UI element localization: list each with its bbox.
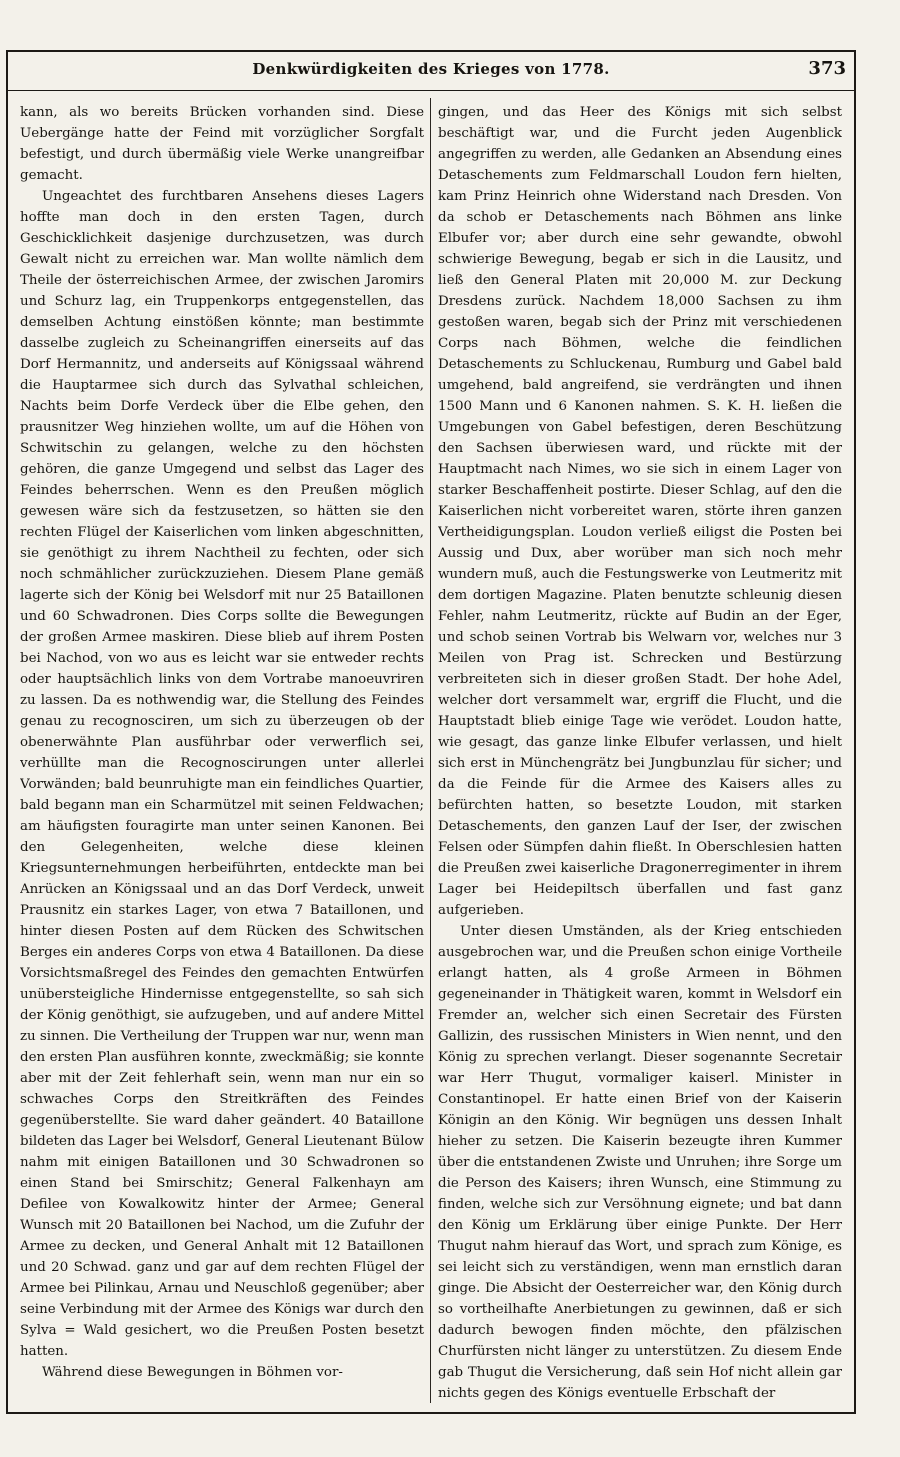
column-divider	[430, 98, 431, 1403]
running-title: Denkwürdigkeiten des Krieges von 1778.	[252, 60, 610, 78]
paragraph: Ungeachtet des furchtbaren Ansehens dieses Lagers hoffte man doch in den ersten Tagen, durch Geschicklichkeit dasjenige durchzusetzen, was durch Gewalt nicht zu erreichen war. Man wollte nämlich dem Theile der österreichischen Armee, der zwischen Jaromirs und Schurz lag, ein Truppenkorps entgegenstellen, das demselben Achtung einstößen könnte; man bestimmte dasselbe zugleich zu Scheinangriffen einerseits auf das Dorf Hermannitz, und anderseits auf Königssaal während die Hauptarmee sich durch das Sylvathal schleichen, Nachts beim Dorfe Verdeck über die Elbe gehen, den prausnitzer Weg hinziehen wollte, um auf die Höhen von Schwitschin zu gelangen, welche zu den höchsten gehören, die ganze Umgegend und selbst das Lager des Feindes beherrschen. Wenn es den Preußen möglich gewesen wäre sich da festzusetzen, so hätten sie den rechten Flügel der Kaiserlichen vom linken abgeschnitten, sie genöthigt zu ihrem Nachtheil zu fechten, oder sich noch schmählicher zurückzuziehen. Diesem Plane gemäß lagerte sich der König bei Welsdorf mit nur 25 Bataillonen und 60 Schwadronen. Dies Corps sollte die Bewegungen der großen Armee maskiren. Diese blieb auf ihrem Posten bei Nachod, von wo aus es leicht war sie entweder rechts oder hauptsächlich links von dem Vortrabe manoeuvriren zu lassen. Da es nothwendig war, die Stellung des Feindes genau zu recognosciren, um sich zu überzeugen ob der obenerwähnte Plan ausführbar oder verwerflich sei, verhüllte man die Recognoscirungen unter allerlei Vorwänden; bald beunruhigte man ein feindliches Quartier, bald begann man ein Scharmützel mit seinen Feldwachen; am häufigsten fouragirte man unter seinen Kanonen. Bei den Gelegenheiten, welche diese kleinen Kriegsunternehmungen herbeiführten, entdeckte man bei Anrücken an Königssaal und an das Dorf Verdeck, unweit Prausnitz ein starkes Lager, von etwa 7 Bataillonen, und hinter diesen Posten auf dem Rücken des Schwitschen Berges ein anderes Corps von etwa 4 Bataillonen. Da diese Vorsichtsmaßregel des Feindes den gemachten Entwürfen unübersteigliche Hindernisse entgegenstellte, so sah sich der König genöthigt, sie aufzugeben, und auf andere Mittel zu sinnen. Die Vertheilung der Truppen war nur, wenn man den ersten Plan ausführen konnte, zweckmäßig; sie konnte aber mit der Zeit fehlerhaft sein, wenn man nur ein so schwaches Corps den Streitkräften des Feindes gegenüberstellte. Sie ward daher geändert. 40 Bataillone bildeten das Lager bei Welsdorf, General Lieutenant Bülow nahm mit einigen Bataillonen und 30 Schwadronen so einen Stand bei Smirschitz; General Falkenhayn am Defilee von Kowalkowitz hinter der Armee; General Wunsch mit 20 Bataillonen bei Nachod, um die Zufuhr der Armee zu decken, und General Anhalt mit 12 Bataillonen und 20 Schwad. ganz und gar auf dem rechten Flügel der Armee bei Pilinkau, Arnau und Neuschloß gegenüber; aber seine Verbindung mit der Armee des Königs war durch den Sylva = Wald gesichert, wo die Preußen Posten besetzt hatten.	[20, 189, 424, 1359]
page-header	[8, 54, 854, 84]
page-number: 373	[808, 58, 846, 79]
left-column	[20, 102, 424, 1383]
paragraph: Während diese Bewegungen in Böhmen vor-	[42, 1365, 343, 1380]
paragraph: kann, als wo bereits Brücken vorhanden sind. Diese Uebergänge hatte der Feind mit vorzüglicher Sorgfalt befestigt, und durch übermäßig viele Werke unangreifbar gemacht.	[20, 105, 424, 183]
page-frame	[6, 50, 856, 1414]
right-column	[438, 102, 842, 1404]
header-rule	[8, 90, 854, 91]
paragraph: Unter diesen Umständen, als der Krieg entschieden ausgebrochen war, und die Preußen schon einige Vortheile erlangt hatten, als 4 große Armeen in Böhmen gegeneinander in Thätigkeit waren, kommt in Welsdorf ein Fremder an, welcher sich einen Secretair des Fürsten Gallizin, des russischen Ministers in Wien nennt, und den König zu sprechen verlangt. Dieser sogenannte Secretair war Herr Thugut, vormaliger kaiserl. Minister in Constantinopel. Er hatte einen Brief von der Kaiserin Königin an den König. Wir begnügen uns dessen Inhalt hieher zu setzen. Die Kaiserin bezeugte ihren Kummer über die entstandenen Zwiste und Unruhen; ihre Sorge um die Person des Kaisers; ihren Wunsch, eine Stimmung zu finden, welche sich zur Versöhnung eignete; und bat dann den König um Erklärung über einige Punkte. Der Herr Thugut nahm hierauf das Wort, und sprach zum Könige, es sei leicht sich zu verständigen, wenn man ernstlich daran ginge. Die Absicht der Oesterreicher war, den König durch so vortheilhafte Anerbietungen zu gewinnen, daß er sich dadurch bewogen finden möchte, den pfälzischen Churfürsten nicht länger zu unterstützen. Zu diesem Ende gab Thugut die Versicherung, daß sein Hof nicht allein gar nichts gegen des Königs eventuelle Erbschaft der	[438, 924, 842, 1401]
paragraph: gingen, und das Heer des Königs mit sich selbst beschäftigt war, und die Furcht jeden Augenblick angegriffen zu werden, alle Gedanken an Absendung eines Detaschements zum Feldmarschall Loudon fern hielten, kam Prinz Heinrich ohne Widerstand nach Dresden. Von da schob er Detaschements nach Böhmen ans linke Elbufer vor; aber durch eine sehr gewandte, obwohl schwierige Bewegung, begab er sich in die Lausitz, und ließ den General Platen mit 20,000 M. zur Deckung Dresdens zurück. Nachdem 18,000 Sachsen zu ihm gestoßen waren, begab sich der Prinz mit verschiedenen Corps nach Böhmen, welche die feindlichen Detaschements zu Schluckenau, Rumburg und Gabel bald umgehend, bald angreifend, sie verdrängten und ihnen 1500 Mann und 6 Kanonen nahmen. S. K. H. ließen die Umgebungen von Gabel befestigen, deren Beschützung den Sachsen überwiesen ward, und rückte mit der Hauptmacht nach Nimes, wo sie sich in einem Lager von starker Beschaffenheit postirte. Dieser Schlag, auf den die Kaiserlichen nicht vorbereitet waren, störte ihren ganzen Vertheidigungsplan. Loudon verließ eiligst die Posten bei Aussig und Dux, aber worüber man sich noch mehr wundern muß, auch die Festungswerke von Leutmeritz mit dem dortigen Magazine. Platen benutzte schleunig diesen Fehler, nahm Leutmeritz, rückte auf Budin an der Eger, und schob seinen Vortrab bis Welwarn vor, welches nur 3 Meilen von Prag ist. Schrecken und Bestürzung verbreiteten sich in dieser großen Stadt. Der hohe Adel, welcher dort versammelt war, ergriff die Flucht, und die Hauptstadt blieb einige Tage wie verödet. Loudon hatte, wie gesagt, das ganze linke Elbufer verlassen, und hielt sich erst in Münchengrätz bei Jungbunzlau für sicher; und da die Feinde für die Armee des Kaisers alles zu befürchten hatten, so besetzte Loudon, mit starken Detaschements, den ganzen Lauf der Iser, der zwischen Felsen oder Sümpfen dahin fließt. In Oberschlesien hatten die Preußen zwei kaiserliche Dragonerregimenter in ihrem Lager bei Heidepiltsch überfallen und fast ganz aufgerieben.	[438, 105, 842, 918]
